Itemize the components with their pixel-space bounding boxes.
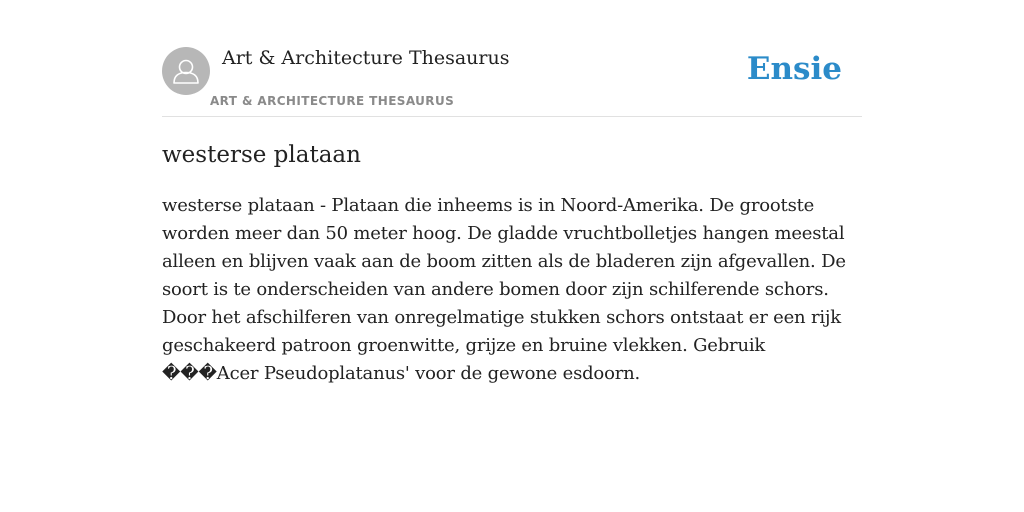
definition-text: westerse plataan - Plataan die inheems is in Noord-Amerika. De grootste worden meer dan 50 meter hoog. De gladde vruchtbolletjes hangen meestal alleen en blijven vaak aan de boom zitten als de bladeren zijn afgevallen. De soort is te onderscheiden van andere bomen door zijn schilferende schors. Door het afschilferen van onregelmatige stukken schors ontstaat er een rijk geschakeerd patroon groenwitte, grijze en bruine vlekken. Gebruik ���Acer Pseudoplatanus' voor de gewone esdoorn. [162, 195, 846, 384]
page [162, 0, 862, 512]
brand-logo[interactable]: Ensie [746, 51, 842, 87]
source-title[interactable]: Art & Architecture Thesaurus [222, 47, 510, 69]
source-subtitle[interactable]: ART & ARCHITECTURE THESAURUS [210, 94, 455, 108]
term-title: westerse plataan [162, 142, 361, 168]
header [162, 0, 862, 117]
user-silhouette-icon [162, 47, 210, 95]
avatar[interactable] [162, 47, 210, 95]
